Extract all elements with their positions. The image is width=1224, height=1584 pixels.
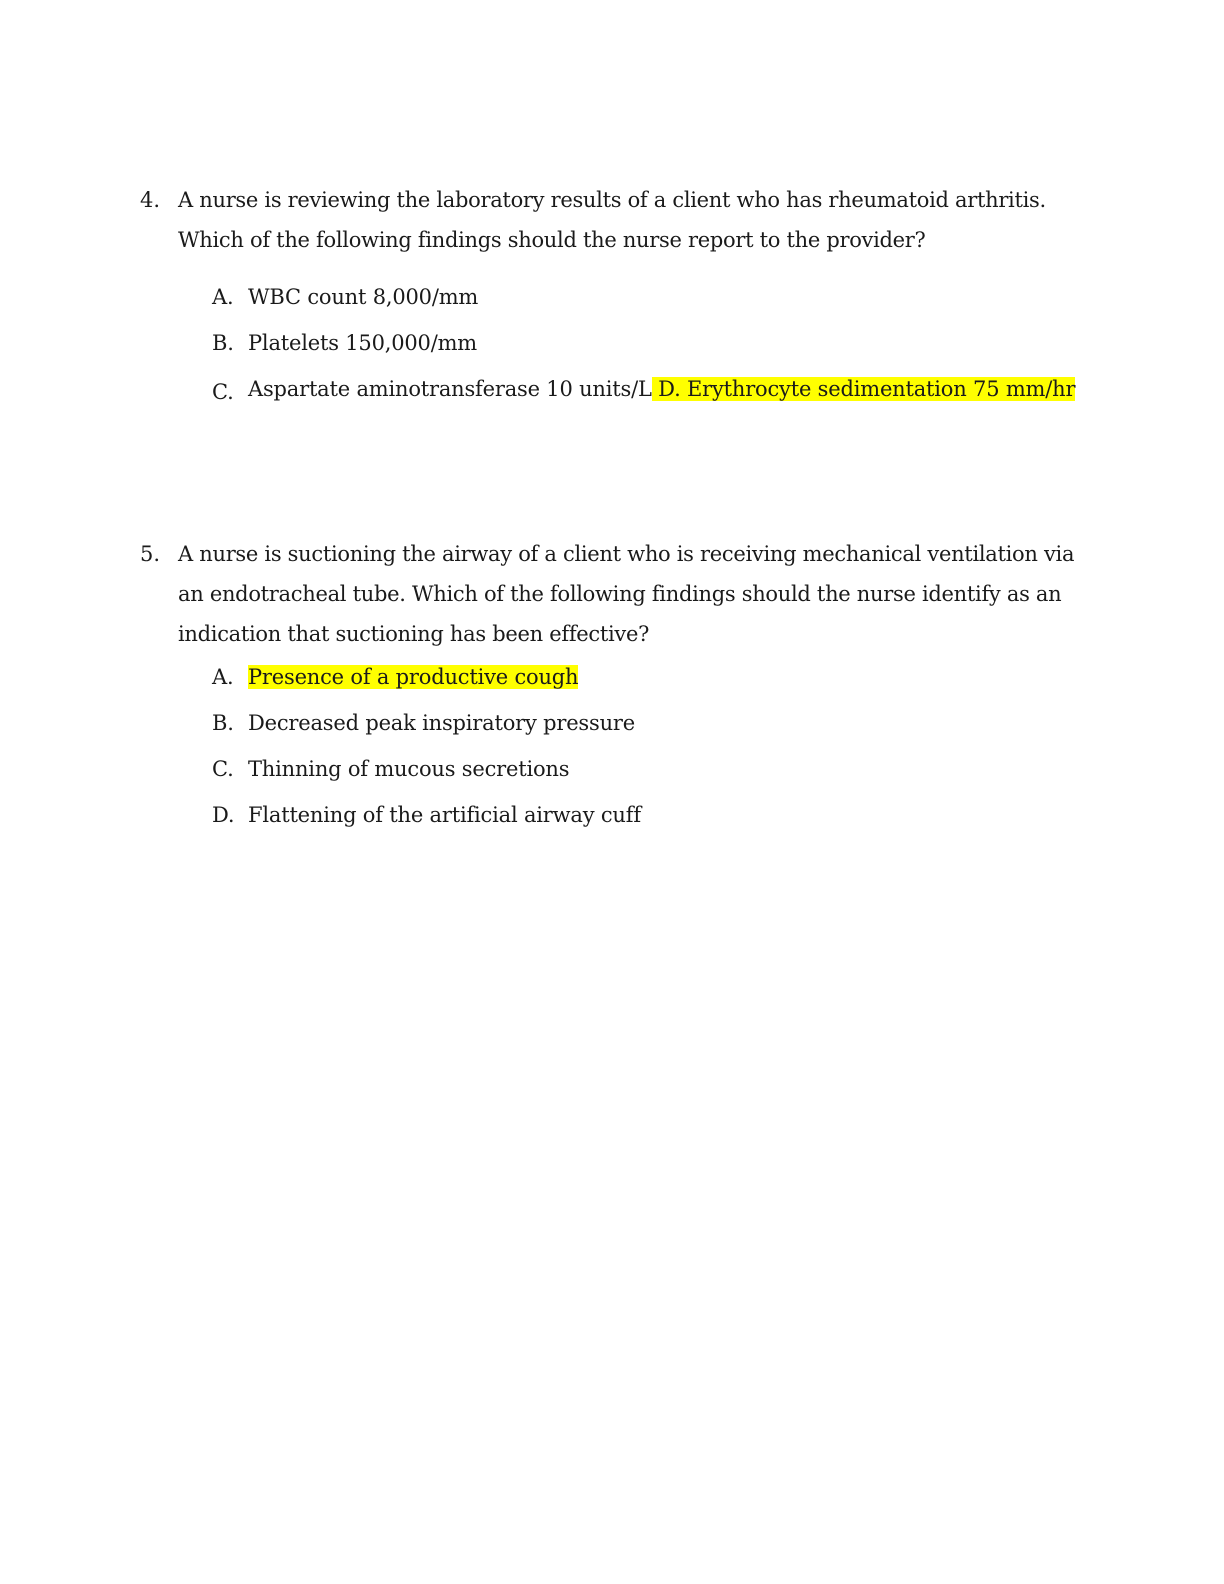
question-5-options xyxy=(212,654,1080,838)
option-text xyxy=(248,654,1080,700)
option-d xyxy=(212,792,1080,838)
option-text: Flattening of the artificial airway cuff xyxy=(248,803,641,827)
option-c xyxy=(212,369,1080,415)
highlighted-answer: D. Erythrocyte sedimentation 75 mm/hr xyxy=(651,377,1076,401)
option-b xyxy=(212,320,1080,366)
question-stem: A nurse is suctioning the airway of a client who is receiving mechanical ventilation via an endotracheal tube. Which of the following findings should the nurse identify as an indication that suctioning has been effective? xyxy=(178,542,1075,646)
option-a xyxy=(212,654,1080,700)
highlighted-answer: Presence of a productive cough xyxy=(248,665,579,689)
question-4-stem-row xyxy=(140,180,1080,260)
option-letter: D. xyxy=(212,803,235,827)
option-text: Thinning of mucous secretions xyxy=(248,757,570,781)
question-5 xyxy=(140,534,1080,838)
question-stem: A nurse is reviewing the laboratory results of a client who has rheumatoid arthritis. Which of the following findings should the nurse report to the provider? xyxy=(178,188,1046,252)
option-text: Decreased peak inspiratory pressure xyxy=(248,711,635,735)
question-4-options xyxy=(212,274,1080,415)
option-b xyxy=(212,700,1080,746)
option-text: WBC count 8,000/mm xyxy=(248,285,479,309)
option-text: Platelets 150,000/mm xyxy=(248,331,478,355)
question-5-stem-row xyxy=(140,534,1080,654)
option-c xyxy=(212,746,1080,792)
option-a xyxy=(212,274,1080,320)
option-c-text: Aspartate aminotransferase 10 units/L xyxy=(248,377,652,401)
question-number: 4. xyxy=(140,188,161,212)
option-letter: A. xyxy=(212,665,234,689)
question-number: 5. xyxy=(140,542,161,566)
option-letter: C. xyxy=(212,380,234,404)
option-letter: B. xyxy=(212,331,234,355)
option-letter: B. xyxy=(212,711,234,735)
option-letter: A. xyxy=(212,285,234,309)
option-letter: C. xyxy=(212,757,234,781)
question-4 xyxy=(140,180,1080,415)
option-text-merged xyxy=(248,369,1080,409)
